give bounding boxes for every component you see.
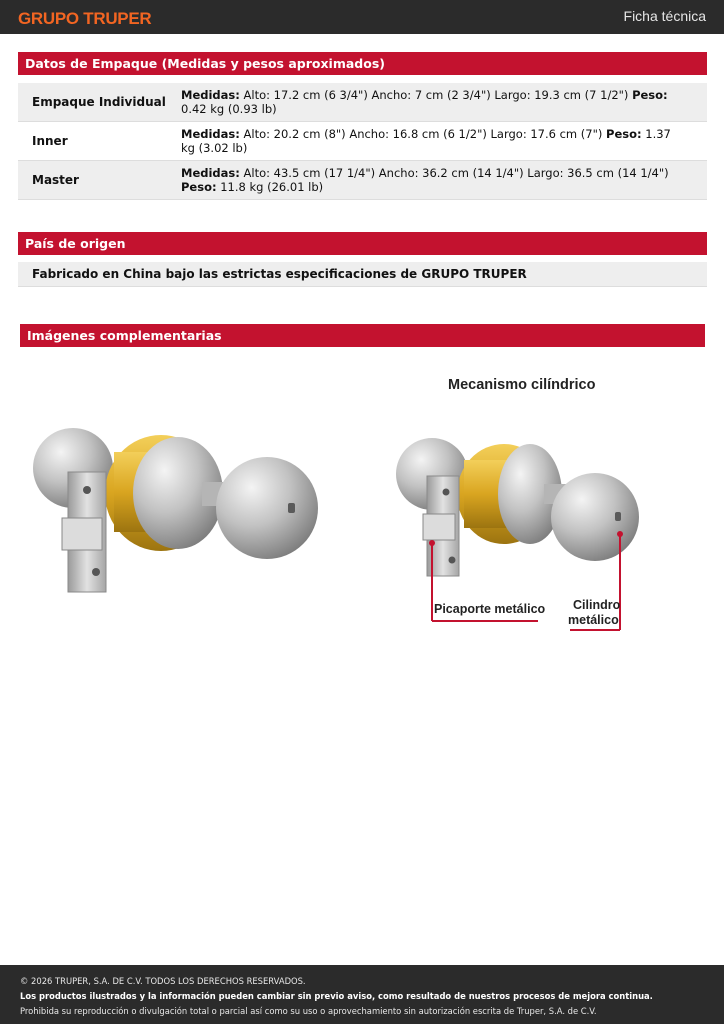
section-header-origin: País de origen xyxy=(18,232,707,255)
packaging-table xyxy=(18,83,707,200)
measures-value: Alto: 17.2 cm (6 3/4") Ancho: 7 cm (2 3/4") Largo: 19.3 cm (7 1/2") xyxy=(243,88,629,102)
mechanism-diagram xyxy=(390,372,650,634)
weight-value: 1.37 kg (3.02 lb) xyxy=(181,127,671,155)
callout-cylinder-line2: metálico xyxy=(568,613,619,627)
table-row xyxy=(18,161,707,200)
row-label: Empaque Individual xyxy=(18,83,181,122)
section-header-packaging: Datos de Empaque (Medidas y pesos aproximados) xyxy=(18,52,707,75)
measures-key: Medidas: xyxy=(181,88,240,102)
weight-key: Peso: xyxy=(181,180,217,194)
weight-key: Peso: xyxy=(606,127,642,141)
measures-value: Alto: 43.5 cm (17 1/4") Ancho: 36.2 cm (14 1/4") Largo: 36.5 cm (14 1/4") xyxy=(243,166,669,180)
measures-key: Medidas: xyxy=(181,166,240,180)
section-header-images: Imágenes complementarias xyxy=(20,324,705,347)
row-label: Inner xyxy=(18,122,181,161)
weight-value: 11.8 kg (26.01 lb) xyxy=(220,180,324,194)
row-value xyxy=(181,161,707,200)
table-row xyxy=(18,83,707,122)
measures-value: Alto: 20.2 cm (8") Ancho: 16.8 cm (6 1/2") Largo: 17.6 cm (7") xyxy=(243,127,603,141)
row-label: Master xyxy=(18,161,181,200)
footer-prohibition: Prohibida su reproducción o divulgación total o parcial así como su uso o aprovechamiento sin autorización escrita de Truper, S.A. de C.V. xyxy=(20,1006,597,1016)
table-row xyxy=(18,122,707,161)
footer-copyright: © 2026 TRUPER, S.A. DE C.V. TODOS LOS DERECHOS RESERVADOS. xyxy=(20,976,306,986)
row-value xyxy=(181,122,707,161)
brand-logo: GRUPO TRUPER xyxy=(18,9,152,28)
callout-cylinder-line1: Cilindro xyxy=(573,598,621,612)
document-title: Ficha técnica xyxy=(623,8,706,24)
weight-key: Peso: xyxy=(632,88,668,102)
measures-key: Medidas: xyxy=(181,127,240,141)
top-bar xyxy=(0,0,724,34)
footer-notice: Los productos ilustrados y la información pueden cambiar sin previo aviso, como resultado de nuestros procesos de mejora continua. xyxy=(20,991,653,1001)
footer xyxy=(0,965,724,1024)
product-image xyxy=(26,420,326,598)
origin-text: Fabricado en China bajo las estrictas especificaciones de GRUPO TRUPER xyxy=(18,262,707,287)
doorknob-lock-illustration xyxy=(26,420,326,598)
weight-value: 0.42 kg (0.93 lb) xyxy=(181,102,277,116)
row-value xyxy=(181,83,707,122)
callout-latch: Picaporte metálico xyxy=(434,602,546,616)
diagram-title: Mecanismo cilíndrico xyxy=(448,377,596,393)
